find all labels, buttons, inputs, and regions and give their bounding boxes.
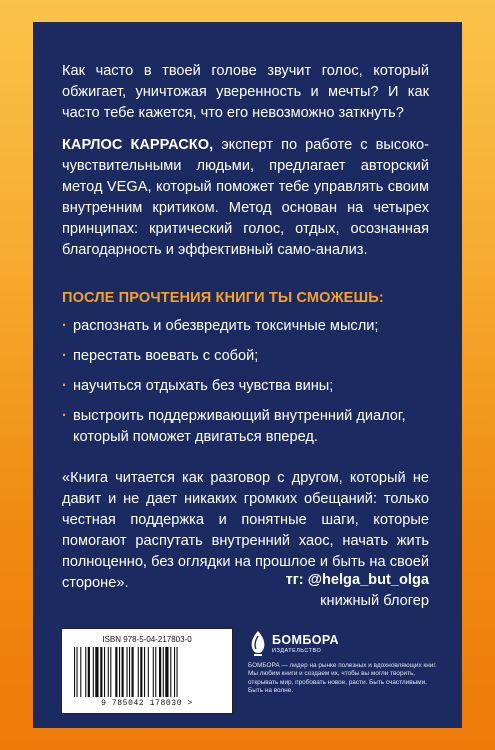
benefit-item: · распознать и обезвредить токсичные мысли;	[62, 316, 432, 337]
publisher-subtitle: ИЗДАТЕЛЬСТВО	[272, 648, 322, 654]
author-description: эксперт по работе с высоко-чувствительными людьми, предлагает авторский метод VEGA, который поможет тебе управлять своим внутренним критиком. Метод основан на четырех принципах: критический голос, отдых, осознанная благодарность и эффективный само-анализ.	[62, 137, 429, 258]
benefits-list	[62, 316, 432, 457]
bullet-dot-icon: ·	[62, 348, 67, 364]
intro-paragraph: Как часто в твоей голове звучит голос, который обжигает, уничтожая уверенность и мечты? И как часто тебе кажется, что его невозможно заткнуть?	[62, 63, 429, 121]
author-paragraph	[62, 135, 429, 261]
bullet-dot-icon: ·	[62, 408, 67, 424]
review-handle: тг: @helga_but_olga	[285, 572, 429, 588]
publisher-description: БОМБОРА — лидер на рынке полезных и вдохновляющих книг. Мы любим книги и создаем их, чтобы вы могли творить, открывать мир, пробовать новое, расти. Быть счастливыми. Быть на волне.	[248, 662, 437, 695]
bombora-logo-icon	[248, 630, 268, 660]
benefit-item: · научиться отдыхать без чувства вины;	[62, 376, 432, 397]
benefit-item: · выстроить поддерживающий внутренний диалог, который поможет двигаться вперед.	[62, 408, 406, 445]
barcode-digits: 9 785042 178030 >	[101, 699, 193, 708]
bullet-dot-icon: ·	[62, 378, 67, 394]
barcode-bars	[74, 647, 220, 699]
publisher-name: БОМБОРА	[272, 633, 339, 647]
benefits-heading: ПОСЛЕ ПРОЧТЕНИЯ КНИГИ ТЫ СМОЖЕШЬ:	[62, 290, 384, 306]
author-name: КАРЛОС КАРРАСКО,	[62, 137, 214, 153]
review-role: книжный блогер	[320, 593, 429, 609]
bullet-dot-icon: ·	[62, 318, 67, 334]
isbn-text: ISBN 978-5-04-217803-0	[102, 635, 192, 644]
review-quote: «Книга читается как разговор с другом, который не давит и не дает никаких громких обещаний: только честная поддержка и понятные шаги, которые помогают распутать внутренний хаос, начать жить полноценно, без оглядки на прошлое и быть на своей стороне».	[62, 470, 429, 591]
benefit-item: · перестать воевать с собой;	[62, 346, 432, 367]
barcode	[61, 628, 233, 714]
